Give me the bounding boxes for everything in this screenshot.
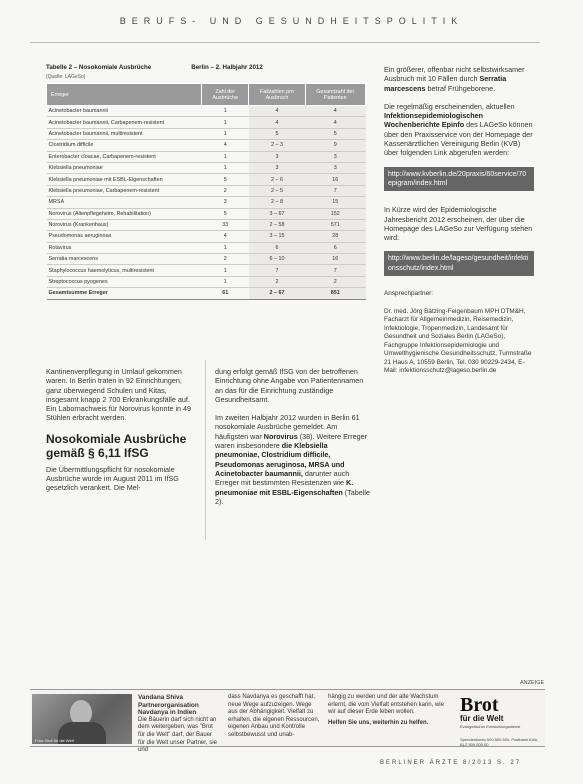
brand-tagline: Evangelischer Entwicklungsdienst — [460, 724, 521, 729]
table-row — [47, 265, 366, 276]
paragraph — [384, 102, 534, 158]
table-row — [47, 231, 366, 242]
outbreak-table — [46, 83, 366, 300]
table-cell-pathogen: Gesamtsumme Erreger — [47, 288, 202, 299]
lageso-link[interactable]: http://www.berlin.de/lageso/gesundheit/infektionsschutz/index.html — [384, 251, 534, 276]
table-header-pathogen: Erreger — [47, 84, 202, 106]
text-run: des LAGeSo können über den Praxisservice von der Homepage der Kassenärztlichen Vereinigung Berlin (KVB) über folgenden Link abgerufen werden: — [384, 120, 533, 158]
table-cell-value: 4 — [305, 106, 366, 117]
table-row — [47, 140, 366, 151]
table-cell-value: 3 — [249, 151, 305, 162]
bold-text: Serratia marcescens — [384, 74, 507, 93]
table-row — [47, 185, 366, 196]
table-cell-value: 7 — [249, 265, 305, 276]
column-divider — [205, 360, 206, 540]
table-row — [47, 242, 366, 253]
table-cell-pathogen: Staphylococcus haemolyticus, multiresistent — [47, 265, 202, 276]
ad-text: hängig zu werden und der alte Wachstum erlernt, die vom Vielfalt entstehen kann, wie wir auf dieser Erde leben wollen. — [328, 694, 444, 716]
table-cell-value: 16 — [305, 254, 366, 265]
table-row — [47, 128, 366, 139]
table-row — [47, 197, 366, 208]
contact-label: Ansprechpartner: — [384, 290, 434, 298]
table-cell-value: 28 — [305, 231, 366, 242]
advertisement[interactable] — [30, 689, 545, 754]
ad-column-3 — [328, 694, 446, 727]
ad-text: Die Bäuerin darf sich nicht an dem weitergeben, was "Brot für die Welt" darf, der Bauer für die Welt unser Partner, sie und — [138, 716, 217, 754]
brot-logo — [460, 696, 540, 747]
text-column-3 — [384, 65, 534, 385]
table-cell-value: 2 — [249, 276, 305, 287]
text-column-2 — [215, 367, 370, 515]
table-cell-value: 61 — [202, 288, 249, 299]
table-cell-value: 2 – 5 — [249, 185, 305, 196]
paragraph: Kantinenverpflegung in Umlauf gekommen waren. In Berlin traten in 92 Einrichtungen, ganz überwiegend Schulen und Kitas, insgesamt knapp 2 700 Erkrankungsfälle auf. Ein Labornachweis für Norovirus konnte in 49 Stühlen erbracht werden. — [46, 367, 192, 423]
table-cell-value: 3 – 15 — [249, 231, 305, 242]
paragraph — [384, 65, 534, 93]
donation-account: Spendenkonto 500 500 500, Postbank Köln, BLZ 500 500 00 — [460, 737, 539, 747]
table-cell-value: 3 — [202, 197, 249, 208]
table-cell-pathogen: Serratia marcescens — [47, 254, 202, 265]
table-cell-value: 152 — [305, 208, 366, 219]
table-cell-pathogen: Klebsiella pneumoniae mit ESBL-Eigenschaften — [47, 174, 202, 185]
table-cell-value: 3 — [305, 162, 366, 173]
table-cell-value: 2 – 67 — [249, 288, 305, 299]
ad-label: ANZEIGE — [520, 680, 545, 686]
table-row — [47, 117, 366, 128]
table-title — [46, 64, 366, 71]
text-run: darunter auch Erreger mit bestimmten Resistenzen wie — [215, 468, 350, 488]
contact-details: Dr. med. Jörg Bätzing-Feigenbaum MPH DTM&H, Facharzt für Allgemeinmedizin, Reisemedizin, Infektiologie, Tropenmedizin, Landesamt für Gesundheit und Soziales Berlin (LAGeSo), Fachgruppe Infektionsepidemiologie und Umwelthygienische Gesundheitsschutz, Turmstraße 21 Haus A, 10559 Berlin, Tel. 030 90229-2434, E-Mail: infektionsschutz@lageso.berlin.de — [384, 307, 532, 375]
table-cell-value: 4 — [249, 117, 305, 128]
table-cell-value: 6 — [249, 242, 305, 253]
table-cell-value: 5 — [305, 128, 366, 139]
table-header-cases: Fallzahlen pro Ausbruch — [249, 84, 305, 106]
table-cell-value: 2 – 8 — [249, 197, 305, 208]
portrait-photo — [32, 694, 132, 744]
text-run: Die regelmäßig erscheinenden, aktuellen — [384, 101, 515, 111]
table-cell-value: 1 — [202, 162, 249, 173]
brand-name: Brot — [460, 694, 499, 716]
text-run: Im zweiten Halbjahr 2012 wurden in Berlin 61 nosokomiale Ausbrüche gemeldet. Am häufigsten war — [215, 413, 360, 441]
photo-caption: Foto: Brot für die Welt — [35, 738, 74, 743]
table-cell-pathogen: MRSA — [47, 197, 202, 208]
text-column-1 — [46, 367, 196, 502]
table-total-row — [47, 288, 366, 299]
table-row — [47, 208, 366, 219]
bold-text: K. pneumoniae mit ESBL-Eigenschaften — [215, 478, 354, 497]
table-cell-value: 1 — [202, 106, 249, 117]
table-row — [47, 106, 366, 117]
header-rule — [30, 42, 540, 43]
bold-text: Norovirus — [263, 431, 298, 441]
table-cell-value: 4 — [305, 117, 366, 128]
table-row — [47, 276, 366, 287]
table-cell-value: 7 — [305, 265, 366, 276]
table-cell-value: 1 — [202, 151, 249, 162]
text-run: Ein größerer, offenbar nicht selbstwirksamer Ausbruch mit 10 Fällen durch — [384, 65, 525, 84]
ad-call-to-action: Helfen Sie uns, weiterhin zu helfen. — [328, 719, 429, 726]
table-cell-value: 9 — [305, 140, 366, 151]
table-title-right: Berlin – 2. Halbjahr 2012 — [191, 64, 263, 71]
text-run: betraf Frühgeborene. — [425, 83, 496, 93]
table-header-patients: Gesamtzahl der Patienten — [305, 84, 366, 106]
epinfo-link[interactable]: http://www.kvberlin.de/20praxis/60service/70epigram/index.html — [384, 167, 534, 192]
table-cell-value: 6 — [305, 242, 366, 253]
table-source: (Quelle: LAGeSo) — [46, 74, 86, 80]
table-cell-pathogen: Clostridium difficile — [47, 140, 202, 151]
table-cell-value: 1 — [202, 128, 249, 139]
table-cell-value: 1 — [202, 265, 249, 276]
table-cell-value: 6 – 10 — [249, 254, 305, 265]
section-heading: Nosokomiale Ausbrüche gemäß § 6,11 IfSG — [46, 431, 187, 460]
brand-subline: für die Welt — [460, 714, 504, 723]
table-cell-pathogen: Rotavirus — [47, 242, 202, 253]
table-row — [47, 151, 366, 162]
table-cell-pathogen: Acinetobacter baumannii — [47, 106, 202, 117]
table-cell-pathogen: Enterobacter cloacae, Carbapenem-resistent — [47, 151, 202, 162]
table-cell-value: 2 — [305, 276, 366, 287]
table-cell-value: 851 — [305, 288, 366, 299]
paragraph: In Kürze wird der Epidemiologische Jahresbericht 2012 erscheinen, der über die Homepage des LAGeSo zur Verfügung stehen wird: — [384, 205, 533, 243]
table-cell-value: 4 — [202, 140, 249, 151]
table-row — [47, 254, 366, 265]
table-cell-value: 2 — [202, 185, 249, 196]
bold-text: Infektionsepidemiologischen Wochenberichte Epinfo — [384, 111, 484, 130]
table-body — [47, 106, 366, 300]
table-row — [47, 174, 366, 185]
table-cell-value: 571 — [305, 219, 366, 230]
table-cell-value: 3 — [249, 162, 305, 173]
table-cell-pathogen: Pseudomonas aeruginosa — [47, 231, 202, 242]
page-header: BERUFS- UND GESUNDHEITSPOLITIK — [119, 16, 464, 26]
page-footer: BERLINER ÄRZTE 8/2013 S. 27 — [380, 760, 522, 766]
table-cell-value: 1 — [202, 242, 249, 253]
table-row — [47, 219, 366, 230]
table-cell-value: 5 — [202, 174, 249, 185]
table-title-left: Tabelle 2 – Nosokomiale Ausbrüche — [46, 64, 152, 71]
text-run: (38). Weitere Erreger waren insbesondere — [215, 431, 368, 451]
paragraph: Die Übermittlungspflicht für nosokomiale Ausbrüche wurde im August 2011 im IfSG gesetzlich verankert. Die Mel- — [46, 464, 179, 493]
table-cell-pathogen: Klebsiella pneumoniae — [47, 162, 202, 173]
table-cell-value: 1 — [202, 276, 249, 287]
table-cell-pathogen: Acinetobacter baumannii, multiresistent — [47, 128, 202, 139]
table-cell-value: 2 – 58 — [249, 219, 305, 230]
table-cell-value: 2 – 6 — [249, 174, 305, 185]
table-cell-value: 1 — [202, 117, 249, 128]
table-cell-value: 3 — [305, 151, 366, 162]
table-cell-value: 2 — [202, 254, 249, 265]
table-cell-value: 5 — [249, 128, 305, 139]
table-cell-value: 33 — [202, 219, 249, 230]
table-cell-pathogen: Klebsiella pneumoniae, Carbapenem-resistent — [47, 185, 202, 196]
table-cell-value: 3 – 67 — [249, 208, 305, 219]
ad-person-name: Vandana Shiva — [138, 694, 184, 701]
table-cell-pathogen: Acinetobacter baumannii, Carbapenem-resistent — [47, 117, 202, 128]
table-header-outbreaks: Zahl der Ausbrüche — [202, 84, 249, 106]
table-cell-value: 5 — [202, 208, 249, 219]
table-cell-value: 15 — [305, 197, 366, 208]
table-cell-pathogen: Norovirus (Krankenhaus) — [47, 219, 202, 230]
table-cell-value: 7 — [305, 185, 366, 196]
paragraph — [215, 413, 370, 506]
text-run: (Tabelle 2). — [215, 487, 370, 506]
table-cell-pathogen: Norovirus (Altenpflegeheim, Rehabilitation) — [47, 208, 202, 219]
bold-text: die Klebsiella pneumoniae, Clostridium difficile, Pseudomonas aeruginosa, MRSA und Acinetobacter baumannii, — [215, 441, 345, 478]
outbreak-table-block — [46, 64, 366, 300]
ad-org: Partnerorganisation Navdanya in Indien — [138, 701, 199, 717]
table-cell-value: 2 – 3 — [249, 140, 305, 151]
ad-column-1 — [138, 694, 220, 755]
table-row — [47, 162, 366, 173]
table-cell-value: 4 — [249, 106, 305, 117]
table-cell-pathogen: Streptococcus pyogenes — [47, 276, 202, 287]
ad-column-2: dass Navdanya es geschafft hat, neue Wege aufzuzeigen. Wege aus der Abhängigkeit. Vielfalt zu erhalten, die eigenen Ressourcen, eigenen Anbau und Kontrolle selbstbewusst und unab- — [228, 694, 320, 738]
table-cell-value: 4 — [202, 231, 249, 242]
paragraph: dung erfolgt gemäß IfSG von der betroffenen Einrichtung ohne Angabe von Patientennamen an das für die Einrichtung zuständige Gesundheitsamt. — [215, 367, 364, 404]
table-cell-value: 16 — [305, 174, 366, 185]
